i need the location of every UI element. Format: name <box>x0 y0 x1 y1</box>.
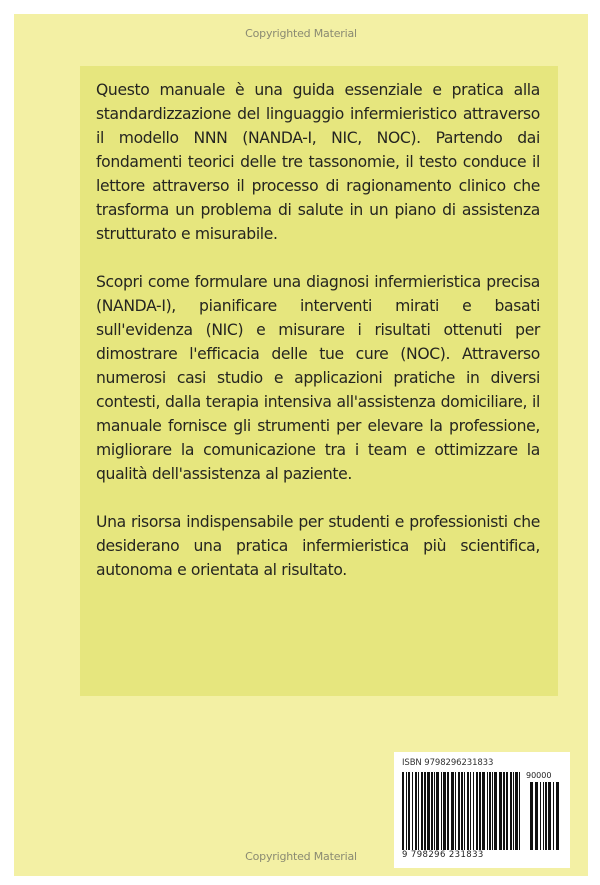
barcode-digits: 9 798296 231833 <box>402 850 484 860</box>
paragraph-intro: Questo manuale è una guida essenziale e pratica alla standardizzazione del linguaggio infermieristico attraverso il modello NNN (NANDA-I, NIC, NOC). Partendo dai fondamenti teorici delle tre tassonomie, il testo conduce il lettore attraverso il processo di ragionamento clinico che trasforma un problema di salute in un piano di assistenza strutturato e misurabile. <box>96 81 540 243</box>
paragraph-closing: Una risorsa indispensabile per studenti e professionisti che desiderano una pratica infermieristica più scientifica, autonoma e orientata al risultato. <box>96 513 540 579</box>
back-cover <box>14 14 588 876</box>
watermark-top: Copyrighted Material <box>245 27 357 40</box>
isbn-label: ISBN 9798296231833 <box>402 758 494 768</box>
price-code: 90000 <box>526 771 552 780</box>
watermark-bottom: Copyrighted Material <box>245 850 357 863</box>
paragraph-details: Scopri come formulare una diagnosi infermieristica precisa (NANDA-I), pianificare interventi mirati e basati sull'evidenza (NIC) e misurare i risultati ottenuti per dimostrare l'efficacia delle tue cure (NOC). Attraverso numerosi casi studio e applicazioni pratiche in diversi contesti, dalla terapia intensiva all'assistenza domiciliare, il manuale fornisce gli strumenti per elevare la professione, migliorare la comunicazione tra i team e ottimizzare la qualità dell'assistenza al paziente. <box>96 273 540 483</box>
price-barcode-bars <box>530 782 560 850</box>
description-text <box>96 78 540 606</box>
barcode-bars <box>402 772 524 850</box>
